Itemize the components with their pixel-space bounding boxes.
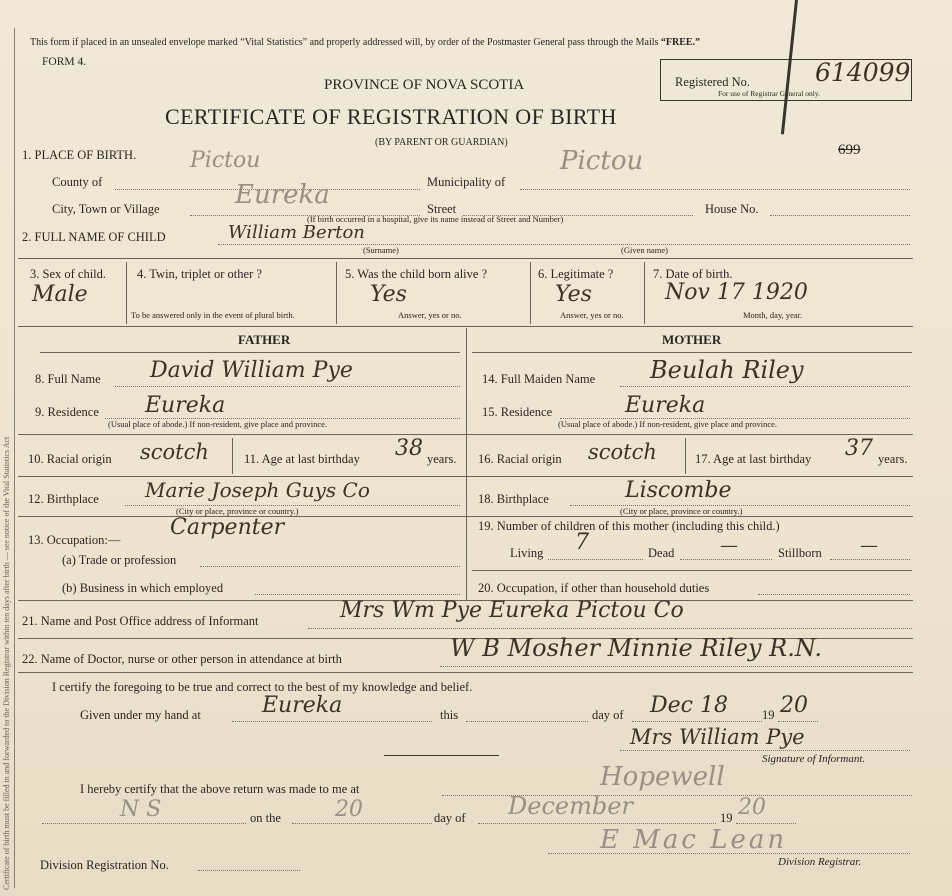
given-label: Given under my hand at <box>80 708 201 722</box>
registrar-signature: E Mac Lean <box>600 825 788 855</box>
legit-label: 6. Legitimate ? <box>538 267 614 281</box>
dayof-label: day of <box>434 811 466 825</box>
date-value: Nov 17 1920 <box>665 280 808 305</box>
division-registration-label: Division Registration No. <box>40 858 169 872</box>
father-birthplace-label: 12. Birthplace <box>28 492 99 506</box>
father-racial-label: 10. Racial origin <box>28 452 112 466</box>
business-label: (b) Business in which employed <box>62 581 224 595</box>
mother-birthplace-label: 18. Birthplace <box>478 492 549 506</box>
given-year-prefix: 19 <box>762 708 775 722</box>
child-name-label: 2. FULL NAME OF CHILD <box>22 230 166 244</box>
alive-value: Yes <box>370 282 407 307</box>
father-years: years. <box>427 452 457 466</box>
twin-label: 4. Twin, triplet or other ? <box>137 267 262 281</box>
mother-birthplace-value: Liscombe <box>625 478 732 503</box>
registrar-statement: I hereby certify that the above return was made to me at <box>80 782 360 796</box>
father-occupation-value: Carpenter <box>170 515 285 540</box>
trade-label: (a) Trade or profession <box>62 553 177 567</box>
form-number: FORM 4. <box>42 56 87 68</box>
alive-note: Answer, yes or no. <box>398 310 462 320</box>
certificate-subtitle: (BY PARENT OR GUARDIAN) <box>375 137 508 148</box>
old-number: 699 <box>838 142 861 158</box>
father-residence-label: 9. Residence <box>35 405 99 419</box>
mother-heading: MOTHER <box>662 332 722 347</box>
mother-birthplace-note: (City or place, province or country.) <box>620 506 743 516</box>
dead-label: Dead <box>648 546 675 560</box>
pictou-pencil: Pictou <box>190 148 261 173</box>
registrar-year: 20 <box>738 795 766 820</box>
living-value: 7 <box>575 530 589 555</box>
sex-value: Male <box>32 282 88 307</box>
informant-signature: Mrs William Pye <box>630 725 805 749</box>
father-name-label: 8. Full Name <box>35 372 101 386</box>
father-name-value: David William Pye <box>150 358 353 383</box>
certificate-title: CERTIFICATE OF REGISTRATION OF BIRTH <box>165 104 617 129</box>
date-note: Month, day, year. <box>743 310 803 320</box>
given-place: Eureka <box>262 693 343 718</box>
mother-name-value: Beulah Riley <box>650 356 804 384</box>
mother-occupation-label: 20. Occupation, if other than household duties <box>478 581 710 595</box>
given-year: 20 <box>780 693 808 718</box>
municipality-label: Municipality of <box>427 175 506 189</box>
day-label: day of <box>592 708 624 722</box>
on-the-label: on the <box>250 811 281 825</box>
mother-residence-note: (Usual place of abode.) If non-resident, give place and province. <box>558 419 778 429</box>
postal-notice: This form if placed in an unsealed envelope marked “Vital Statistics” and properly addressed will, by order of the Postmaster General pass through the Mails “FREE.” <box>30 37 701 48</box>
stillborn-label: Stillborn <box>778 546 822 560</box>
registered-number: 614099 <box>815 58 911 87</box>
dead-value: — <box>720 535 738 556</box>
doctor-label: 22. Name of Doctor, nurse or other person in attendance at birth <box>22 652 342 666</box>
mother-racial-value: scotch <box>588 440 657 464</box>
father-age-value: 38 <box>395 436 423 461</box>
mother-age-value: 37 <box>845 436 873 461</box>
father-birthplace-value: Marie Joseph Guys Co <box>145 478 370 502</box>
father-occupation-label: 13. Occupation:— <box>28 533 121 547</box>
date-label: 7. Date of birth. <box>653 267 733 281</box>
mother-racial-label: 16. Racial origin <box>478 452 562 466</box>
registrar-place: Hopewell <box>600 762 725 792</box>
registrar-day: 20 <box>335 797 363 822</box>
division-registrar-caption: Division Registrar. <box>778 856 862 868</box>
father-racial-value: scotch <box>140 440 209 464</box>
house-label: House No. <box>705 202 759 216</box>
registered-label: Registered No. <box>675 75 750 89</box>
province-title: PROVINCE OF NOVA SCOTIA <box>324 77 525 93</box>
mother-age-label: 17. Age at last birthday <box>695 452 812 466</box>
city-value: Eureka <box>235 180 330 210</box>
father-heading: FATHER <box>238 332 291 347</box>
mother-residence-label: 15. Residence <box>482 405 553 419</box>
registrar-province: N S <box>120 797 162 822</box>
mother-name-label: 14. Full Maiden Name <box>482 372 596 386</box>
county-label: County of <box>52 175 103 189</box>
legit-note: Answer, yes or no. <box>560 310 624 320</box>
city-label: City, Town or Village <box>52 202 160 216</box>
registrar-month: December <box>508 792 633 820</box>
living-label: Living <box>510 546 544 560</box>
street-label: Street <box>427 202 457 216</box>
father-residence-note: (Usual place of abode.) If non-resident, give place and province. <box>108 419 328 429</box>
given-caption: (Given name) <box>621 245 668 255</box>
alive-label: 5. Was the child born alive ? <box>345 267 488 281</box>
informant-signature-caption: Signature of Informant. <box>762 753 866 765</box>
doctor-value: W B Mosher Minnie Riley R.N. <box>450 634 822 662</box>
registrar-year-prefix: 19 <box>720 811 733 825</box>
given-date: Dec 18 <box>650 693 728 718</box>
certify-statement: I certify the foregoing to be true and correct to the best of my knowledge and belief. <box>52 680 473 694</box>
father-residence-value: Eureka <box>145 393 226 418</box>
informant-value: Mrs Wm Pye Eureka Pictou Co <box>340 598 684 623</box>
children-label: 19. Number of children of this mother (including this child.) <box>478 519 780 533</box>
mother-years: years. <box>878 452 908 466</box>
municipality-value: Pictou <box>560 146 644 176</box>
mother-residence-value: Eureka <box>625 393 706 418</box>
surname-caption: (Surname) <box>363 245 399 255</box>
twin-note: To be answered only in the event of plural birth. <box>131 310 295 320</box>
hospital-note: (If birth occurred in a hospital, give its name instead of Street and Number) <box>307 214 564 224</box>
sex-label: 3. Sex of child. <box>30 267 107 281</box>
stillborn-value: — <box>860 535 878 556</box>
legit-value: Yes <box>555 282 592 307</box>
informant-label: 21. Name and Post Office address of Informant <box>22 614 259 628</box>
father-birthplace-note: (City or place, province or country.) <box>176 506 299 516</box>
this-label: this <box>440 708 459 722</box>
registrar-note: For use of Registrar General only. <box>718 89 820 98</box>
father-age-label: 11. Age at last birthday <box>244 452 360 466</box>
child-name-value: William Berton <box>228 222 365 243</box>
margin-notice: Certificate of birth must be filled in and forwarded to the Division Registrar within ten days after birth — see notice of the Vital Statistics Act <box>2 436 11 890</box>
place-of-birth-label: 1. PLACE OF BIRTH. <box>22 148 137 162</box>
